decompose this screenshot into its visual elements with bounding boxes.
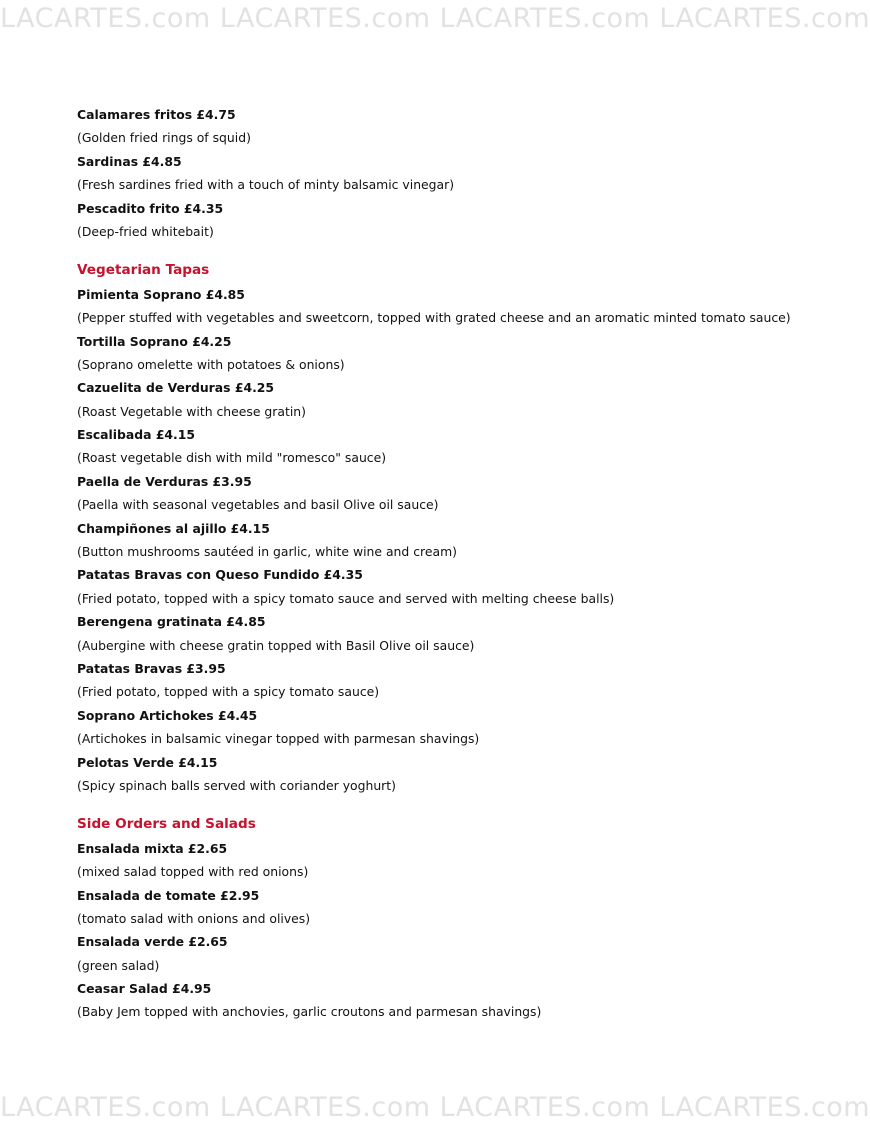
section-heading: Side Orders and Salads [77,816,256,833]
intro-items [77,103,857,243]
menu-item-description: (Button mushrooms sautéed in garlic, white wine and cream) [77,544,457,560]
menu-item-name: Patatas Bravas con Queso Fundido £4.35 [77,567,363,583]
menu-item-description: (Roast vegetable dish with mild "romesco" sauce) [77,450,387,466]
menu-item-description: (Golden fried rings of squid) [77,130,251,146]
menu-item-name: Cazuelita de Verduras £4.25 [77,380,275,396]
menu-item-name: Soprano Artichokes £4.45 [77,707,258,723]
menu-item-name: Patatas Bravas £3.95 [77,660,226,676]
vegetarian-tapas-section [77,259,857,797]
menu-item-name: Calamares fritos £4.75 [77,107,236,122]
menu-item-description: (Artichokes in balsamic vinegar topped with parmesan shavings) [77,731,480,747]
watermark-top: LACARTES.com LACARTES.com LACARTES.com LACARTES.com [0,4,870,34]
menu-page [77,103,857,1024]
menu-item-name: Tortilla Soprano £4.25 [77,333,232,349]
menu-item-description: (tomato salad with onions and olives) [77,910,311,926]
menu-item-name: Ensalada mixta £2.65 [77,840,228,856]
menu-item-description: (mixed salad topped with red onions) [77,864,309,880]
section-heading: Vegetarian Tapas [77,262,210,279]
menu-item-description: (Soprano omelette with potatoes & onions) [77,356,345,372]
menu-item-name: Pelotas Verde £4.15 [77,754,218,770]
menu-item-name: Sardinas £4.85 [77,153,182,169]
menu-item-description: (Fried potato, topped with a spicy tomato sauce) [77,684,380,700]
menu-item-description: (Paella with seasonal vegetables and basil Olive oil sauce) [77,497,439,513]
menu-item-description: (Fresh sardines fried with a touch of minty balsamic vinegar) [77,177,455,193]
menu-item-name: Escalibada £4.15 [77,427,196,443]
watermark-bottom: LACARTES.com LACARTES.com LACARTES.com LACARTES.com [0,1093,870,1123]
menu-item-name: Berengena gratinata £4.85 [77,614,266,630]
menu-item-description: (Spicy spinach balls served with coriander yoghurt) [77,777,396,793]
menu-item-name: Ceasar Salad £4.95 [77,981,212,997]
menu-item-description: (Pepper stuffed with vegetables and sweetcorn, topped with grated cheese and an aromatic minted tomato sauce) [77,310,791,326]
menu-item-name: Paella de Verduras £3.95 [77,473,252,489]
menu-item-description: (Fried potato, topped with a spicy tomato sauce and served with melting cheese balls) [77,590,615,606]
menu-item-name: Pescadito frito £4.35 [77,200,224,216]
menu-item-description: (green salad) [77,957,160,973]
menu-item-description: (Deep-fried whitebait) [77,223,214,239]
menu-item-name: Champiñones al ajillo £4.15 [77,520,270,536]
menu-item-description: (Roast Vegetable with cheese gratin) [77,403,306,419]
menu-item-name: Pimienta Soprano £4.85 [77,286,245,302]
side-orders-section [77,813,857,1024]
menu-item-description: (Aubergine with cheese gratin topped with Basil Olive oil sauce) [77,637,475,653]
menu-item-name: Ensalada de tomate £2.95 [77,887,260,903]
menu-item-name: Ensalada verde £2.65 [77,934,228,950]
menu-item-description: (Baby Jem topped with anchovies, garlic croutons and parmesan shavings) [77,1004,542,1020]
